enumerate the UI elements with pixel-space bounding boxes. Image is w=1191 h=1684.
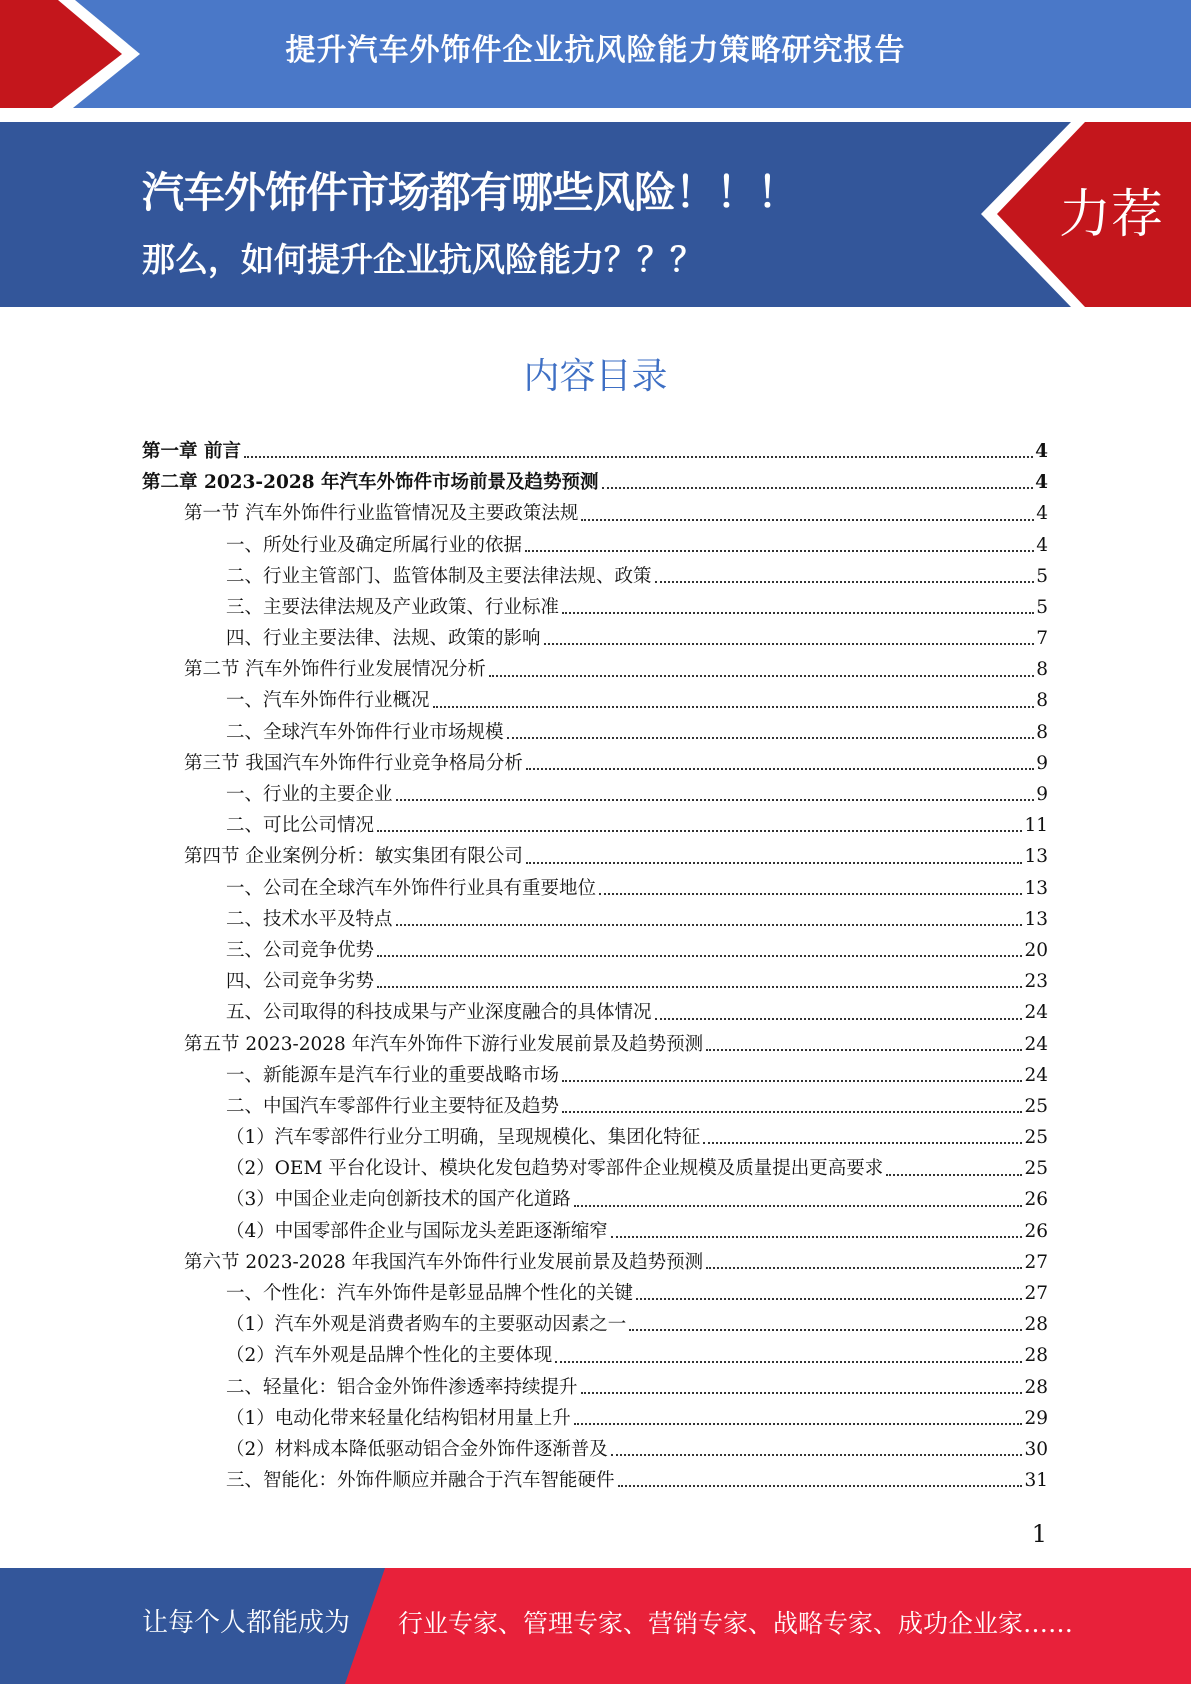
toc-entry-page: 25	[1024, 1095, 1048, 1117]
toc-entry-page: 30	[1024, 1438, 1048, 1460]
toc-entry-label: 第六节 2023-2028 年我国汽车外饰件行业发展前景及趋势预测	[184, 1251, 704, 1273]
toc-entry-label: 一、新能源车是汽车行业的重要战略市场	[226, 1064, 560, 1086]
toc-entry-page: 4	[1036, 534, 1048, 556]
toc-leader-dots	[244, 456, 1033, 458]
toc-entry-page: 13	[1024, 877, 1048, 899]
toc-entry-label: 第四节 企业案例分析：敏实集团有限公司	[184, 846, 523, 868]
toc-entry[interactable]	[142, 467, 1048, 498]
toc-entry-label: 二、行业主管部门、监管体制及主要法律法规、政策	[226, 565, 652, 587]
toc-entry-label: 第一节 汽车外饰件行业监管情况及主要政策法规	[184, 503, 579, 525]
toc-entry-label: 第二章 2023-2028 年汽车外饰件市场前景及趋势预测	[142, 472, 599, 494]
toc-leader-dots	[655, 581, 1035, 583]
toc-entry-label: 三、智能化：外饰件顺应并融合于汽车智能硬件	[226, 1470, 615, 1492]
toc-entry[interactable]	[142, 592, 1048, 623]
toc-entry-page: 13	[1024, 846, 1048, 868]
report-title: 提升汽车外饰件企业抗风险能力策略研究报告	[285, 33, 906, 68]
toc-entry-label: 一、个性化：汽车外饰件是彰显品牌个性化的关键	[226, 1283, 634, 1305]
toc-entry-label: 第五节 2023-2028 年汽车外饰件下游行业发展前景及趋势预测	[184, 1033, 704, 1055]
toc-entry[interactable]	[142, 498, 1048, 529]
toc-entry-page: 4	[1036, 503, 1048, 525]
toc-entry[interactable]	[142, 841, 1048, 872]
toc-entry[interactable]	[142, 1247, 1048, 1278]
toc-leader-dots	[602, 487, 1034, 489]
toc-entry[interactable]	[142, 1153, 1048, 1184]
toc-entry-label: 一、行业的主要企业	[226, 784, 393, 806]
toc-entry[interactable]	[142, 654, 1048, 685]
toc-entry-label: 二、中国汽车零部件行业主要特征及趋势	[226, 1095, 560, 1117]
toc-entry[interactable]	[142, 1403, 1048, 1434]
toc-entry[interactable]	[142, 1216, 1048, 1247]
top-title-band	[0, 0, 1191, 112]
toc-entry-page: 26	[1024, 1189, 1048, 1211]
toc-entry-label: 第一章 前言	[142, 440, 241, 462]
toc-entry-label: （2）材料成本降低驱动铝合金外饰件逐渐普及	[226, 1438, 608, 1460]
toc-entry-page: 13	[1024, 908, 1048, 930]
toc-leader-dots	[574, 1423, 1023, 1425]
toc-leader-dots	[562, 1111, 1022, 1113]
hero-headline: 汽车外饰件市场都有哪些风险！！！	[142, 168, 799, 217]
toc-entry-label: （1）电动化带来轻量化结构铝材用量上升	[226, 1407, 571, 1429]
toc-entry[interactable]	[142, 1091, 1048, 1122]
page-number: 1	[1031, 1520, 1047, 1548]
toc-entry-label: 三、公司竞争优势	[226, 939, 375, 961]
toc-entry-page: 25	[1024, 1158, 1048, 1180]
toc-entry-label: 二、技术水平及特点	[226, 908, 393, 930]
toc-entry-page: 27	[1024, 1251, 1048, 1273]
footer-left-text: 让每个人都能成为	[142, 1608, 351, 1638]
toc-entry[interactable]	[142, 904, 1048, 935]
toc-leader-dots	[489, 675, 1034, 677]
toc-entry-label: （4）中国零部件企业与国际龙头差距逐渐缩窄	[226, 1220, 608, 1242]
toc-entry-label: 二、轻量化：铝合金外饰件渗透率持续提升	[226, 1376, 578, 1398]
toc-leader-dots	[396, 799, 1035, 801]
toc-entry[interactable]	[142, 748, 1048, 779]
toc-entry-page: 5	[1036, 565, 1048, 587]
toc-entry[interactable]	[142, 623, 1048, 654]
toc-entry-page: 25	[1024, 1127, 1048, 1149]
toc-leader-dots	[433, 706, 1035, 708]
toc-leader-dots	[581, 519, 1034, 521]
toc-entry-label: 四、公司竞争劣势	[226, 971, 375, 993]
toc-entry[interactable]	[142, 810, 1048, 841]
toc-entry-page: 29	[1024, 1407, 1048, 1429]
toc-entry-page: 5	[1036, 596, 1048, 618]
toc-entry[interactable]	[142, 1122, 1048, 1153]
toc-leader-dots	[526, 862, 1023, 864]
toc-entry-page: 11	[1024, 815, 1048, 837]
toc-entry[interactable]	[142, 1278, 1048, 1309]
toc-leader-dots	[526, 768, 1034, 770]
toc-title: 内容目录	[523, 356, 668, 397]
toc-leader-dots	[655, 1018, 1023, 1020]
toc-entry-page: 9	[1036, 752, 1048, 774]
toc-entry-page: 8	[1036, 659, 1048, 681]
toc-entry-page: 28	[1024, 1376, 1048, 1398]
hero-banner	[0, 122, 1191, 307]
toc-entry-label: （3）中国企业走向创新技术的国产化道路	[226, 1189, 571, 1211]
toc-entry[interactable]	[142, 686, 1048, 717]
toc-leader-dots	[562, 1080, 1022, 1082]
toc-entry-page: 27	[1024, 1283, 1048, 1305]
toc-entry-label: 第二节 汽车外饰件行业发展情况分析	[184, 659, 486, 681]
toc-entry-page: 23	[1024, 971, 1048, 993]
toc-entry-label: （1）汽车外观是消费者购车的主要驱动因素之一	[226, 1314, 627, 1336]
toc-entry-label: 二、全球汽车外饰件行业市场规模	[226, 721, 504, 743]
toc-entry-page: 4	[1035, 472, 1048, 494]
toc-entry-page: 8	[1036, 721, 1048, 743]
toc-entry-page: 4	[1035, 440, 1048, 462]
toc-leader-dots	[618, 1485, 1023, 1487]
toc-entry[interactable]	[142, 561, 1048, 592]
toc-entry[interactable]	[142, 1029, 1048, 1060]
toc-leader-dots	[544, 643, 1035, 645]
toc-entry-page: 28	[1024, 1314, 1048, 1336]
toc-entry-label: （2）OEM 平台化设计、模块化发包趋势对零部件企业规模及质量提出更高要求	[226, 1158, 884, 1180]
toc-entry-page: 7	[1036, 628, 1048, 650]
toc-entry-label: 一、所处行业及确定所属行业的依据	[226, 534, 523, 556]
toc-entry-label: 一、汽车外饰件行业概况	[226, 690, 430, 712]
toc-entry-page: 31	[1024, 1470, 1048, 1492]
footer-right-text: 行业专家、管理专家、营销专家、战略专家、成功企业家……	[398, 1609, 1074, 1638]
toc-entry-page: 28	[1024, 1345, 1048, 1367]
toc-entry-page: 26	[1024, 1220, 1048, 1242]
toc-entry[interactable]	[142, 530, 1048, 561]
toc-entry-page: 24	[1024, 1002, 1048, 1024]
toc-entry[interactable]	[142, 1185, 1048, 1216]
toc-leader-dots	[525, 550, 1034, 552]
toc-leader-dots	[706, 1267, 1022, 1269]
toc-entry[interactable]	[142, 1340, 1048, 1371]
toc-entry-page: 8	[1036, 690, 1048, 712]
toc-leader-dots	[611, 1236, 1023, 1238]
toc-entry[interactable]	[142, 997, 1048, 1028]
toc-leader-dots	[507, 737, 1035, 739]
toc-leader-dots	[555, 1361, 1022, 1363]
toc-entry-page: 9	[1036, 784, 1048, 806]
toc-entry-label: 一、公司在全球汽车外饰件行业具有重要地位	[226, 877, 597, 899]
toc-leader-dots	[377, 830, 1022, 832]
toc-leader-dots	[886, 1174, 1022, 1176]
toc-entry[interactable]	[142, 1434, 1048, 1465]
toc-leader-dots	[377, 986, 1022, 988]
toc-entry-page: 24	[1024, 1033, 1048, 1055]
toc-entry[interactable]	[142, 966, 1048, 997]
toc-entry-label: （1）汽车零部件行业分工明确，呈现规模化、集团化特征	[226, 1127, 701, 1149]
toc-entry[interactable]	[142, 1465, 1048, 1496]
toc-entry-page: 20	[1024, 939, 1048, 961]
toc-entry-label: 第三节 我国汽车外饰件行业竞争格局分析	[184, 752, 523, 774]
toc-leader-dots	[703, 1142, 1022, 1144]
toc-leader-dots	[611, 1454, 1023, 1456]
toc-entry[interactable]	[142, 436, 1048, 467]
footer-banner	[0, 1568, 1191, 1684]
toc-leader-dots	[581, 1392, 1023, 1394]
hero-subline: 那么，如何提升企业抗风险能力？？？	[142, 240, 703, 279]
table-of-contents	[142, 436, 1048, 1496]
toc-entry-page: 24	[1024, 1064, 1048, 1086]
toc-leader-dots	[599, 893, 1022, 895]
toc-entry[interactable]	[142, 873, 1048, 904]
toc-entry[interactable]	[142, 1372, 1048, 1403]
toc-entry-label: 三、主要法律法规及产业政策、行业标准	[226, 596, 560, 618]
toc-leader-dots	[629, 1329, 1022, 1331]
toc-leader-dots	[396, 924, 1023, 926]
toc-leader-dots	[636, 1298, 1022, 1300]
toc-entry-label: （2）汽车外观是品牌个性化的主要体现	[226, 1345, 553, 1367]
toc-entry-label: 五、公司取得的科技成果与产业深度融合的具体情况	[226, 1002, 652, 1024]
toc-entry[interactable]	[142, 779, 1048, 810]
toc-entry[interactable]	[142, 717, 1048, 748]
toc-leader-dots	[562, 612, 1034, 614]
toc-entry[interactable]	[142, 1309, 1048, 1340]
toc-leader-dots	[706, 1049, 1022, 1051]
toc-entry[interactable]	[142, 935, 1048, 966]
toc-entry-label: 四、行业主要法律、法规、政策的影响	[226, 628, 541, 650]
toc-leader-dots	[377, 955, 1022, 957]
recommend-badge-text: 力荐	[1058, 185, 1163, 245]
toc-entry-label: 二、可比公司情况	[226, 815, 375, 837]
toc-leader-dots	[574, 1205, 1023, 1207]
toc-entry[interactable]	[142, 1060, 1048, 1091]
